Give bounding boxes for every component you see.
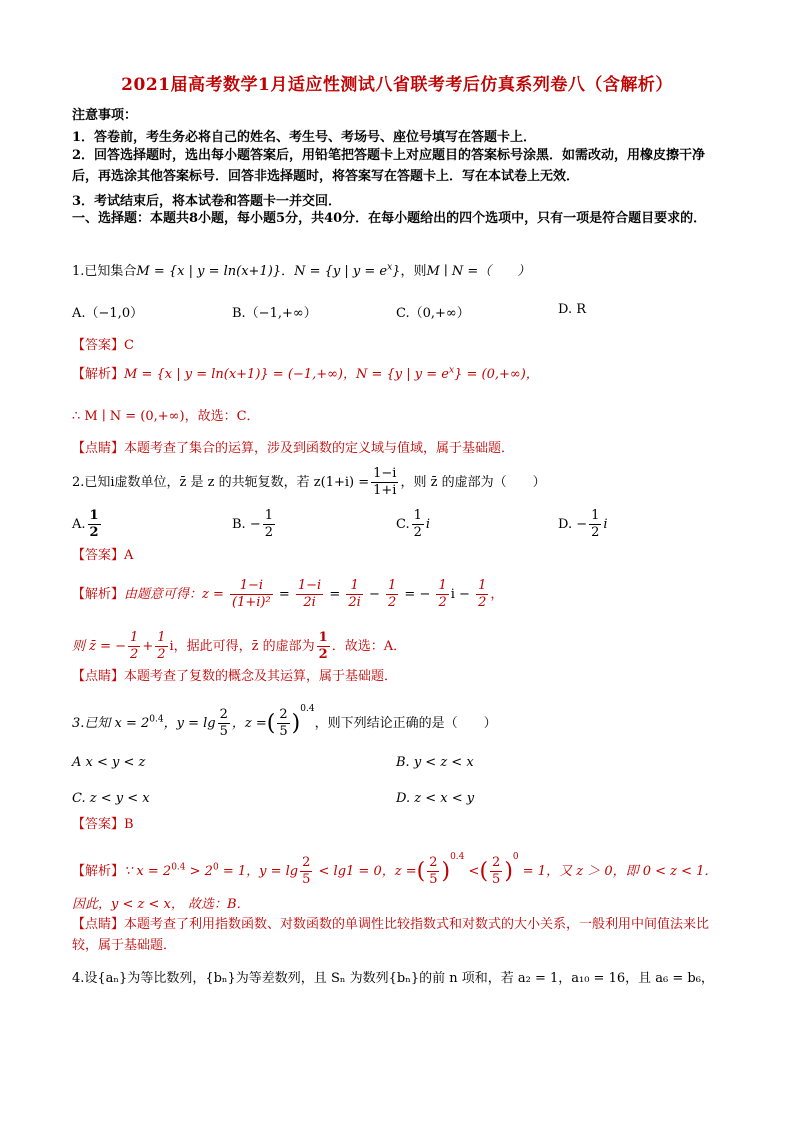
q3-option-c: C. z < y < x — [72, 791, 150, 806]
q1-option-c: C.（0,+∞） — [396, 306, 470, 321]
q3-answer: 【答案】B — [72, 817, 134, 832]
question-1-stem: 1.已知集合M = {x | y = ln(x+1)}．N = {y | $y = e^x$}，则M ∣ N =（ ） — [72, 262, 531, 279]
q3-option-d: D. z < x < y — [396, 791, 475, 806]
question-4-stem: 4.设{aₙ}为等比数列，{bₙ}为等差数列，且 Sₙ 为数列{bₙ}的前 n 项和，若 a₂ = 1，a₁₀ = 16，且 a₆ = b₆， — [72, 971, 714, 986]
q3-option-a: A x < y < z — [72, 755, 146, 770]
q1-option-a: A.（−1,0） — [72, 306, 144, 321]
q2-analysis: 【解析】由题意可得：z = $\frac{1-i}{\text{(1+i)²}}$ = $\frac{1-i}{2i}$ = $\frac{1}{2i}$ − $\frac{1}{2}$ = − $\frac{1}{2}$ i − $\frac{1}{2}$ ， — [72, 578, 504, 610]
q3-analysis: 【解析】∵ $x = 2^{0.4} > 2^0 = 1$，y = lg $\frac{2}{5}$ < lg1 = 0，z =( $\frac{2}{5}$ )$^{0.4}$ <( $\frac{2}{5}$ )$^0$ = 1，又 z ＞ 0，即 0 < z < 1． — [72, 852, 718, 887]
q1-analysis: 【解析】M = {x | y = ln(x+1)} = (−1,+∞)，N = {y | $y = e^x\} = (0,+\infty)$， — [72, 365, 539, 382]
notice-item: 2．回答选择题时，选出每小题答案后，用铅笔把答题卡上对应题目的答案标号涂黑．如需改动，用橡皮擦干净后，再选涂其他答案标号．回答非选择题时，将答案写在答题卡上．写在本试卷上无效． — [72, 148, 706, 184]
q1-analysis-line2: ∴ M ∣ N = (0,+∞)，故选：C． — [72, 409, 260, 424]
q2-option-a: A. $\frac{1}{2}$ — [72, 508, 99, 540]
q3-analysis-line2: 因此，y < z < x， 故选：B． — [72, 897, 250, 912]
question-2-stem: 2.已知i虚数单位，z̄ 是 z 的共轭复数，若 z(1+i) = $\frac{1-i}{1+i}$ ，则 z̄ 的虚部为（ ） — [72, 466, 546, 498]
q1-option-b: B.（−1,+∞） — [232, 306, 317, 321]
q3-option-b: B. y < z < x — [396, 755, 474, 770]
q1-comment: 【点睛】本题考查了集合的运算，涉及到函数的定义域与值域，属于基础题． — [72, 441, 515, 456]
q2-option-b: B. − $\frac{1}{2}$ — [232, 508, 273, 540]
q2-option-d: D. − $\frac{1}{2}$ i — [558, 508, 608, 540]
notice-item: 1．答卷前，考生务必将自己的姓名、考生号、考场号、座位号填写在答题卡上． — [72, 130, 537, 145]
page-title: 2021届高考数学1月适应性测试八省联考考后仿真系列卷八（含解析） — [121, 75, 673, 95]
q1-option-d: D. R — [558, 302, 587, 317]
notice-heading: 注意事项： — [72, 108, 138, 123]
notice-item: 3．考试结束后，将本试卷和答题卡一并交回． — [72, 194, 342, 209]
q2-option-c: C. $\frac{1}{2}$ i — [396, 508, 431, 540]
question-3-stem: 3.已知 $x = 2^{0.4}$，y = lg $\frac{2}{5}$ ，z =( $\frac{2}{5}$ )$^{0.4}$，则下列结论正确的是（ ） — [72, 704, 497, 739]
q2-comment: 【点睛】本题考查了复数的概念及其运算，属于基础题． — [72, 669, 398, 684]
q2-answer: 【答案】A — [72, 548, 134, 563]
q2-analysis-line2: 则 z̄ = − $\frac{1}{2}$ + $\frac{1}{2}$ i，据此可得，z̄ 的虚部为 $\frac{1}{2}$ ．故选：A． — [72, 630, 407, 662]
q3-comment: 【点睛】本题考查了利用指数函数、对数函数的单调性比较指数式和对数式的大小关系，一般利用中间值法来比较，属于基础题． — [72, 917, 710, 953]
section-heading: 一、选择题：本题共8小题，每小题5分，共40分．在每小题给出的四个选项中，只有一项是符合题目要求的． — [72, 211, 707, 226]
q1-answer: 【答案】C — [72, 338, 134, 353]
